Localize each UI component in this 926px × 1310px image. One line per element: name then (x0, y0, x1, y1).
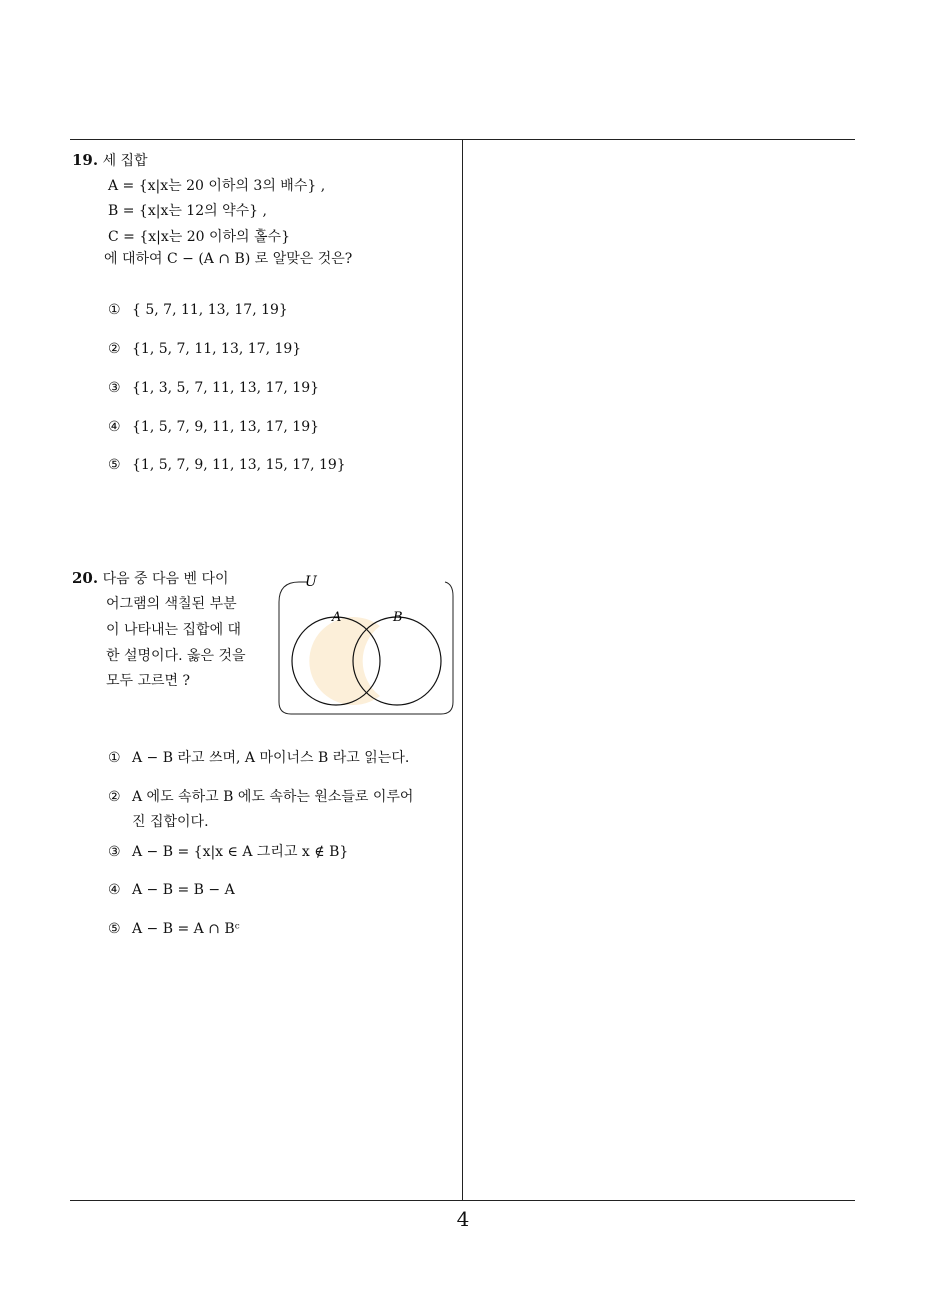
choice-mark: ⑤ (108, 457, 121, 473)
choice-mark: ④ (108, 882, 121, 898)
q19-question: 에 대하여 C − (A ∩ B) 로 알맞은 것은? (104, 251, 353, 267)
choice-text: {1, 5, 7, 9, 11, 13, 17, 19} (132, 419, 320, 435)
q19-set-c: C = {x|x는 20 이하의 홀수} (108, 229, 290, 245)
q20-header (72, 568, 229, 589)
venn-diagram (277, 570, 455, 716)
set-a-label: A (332, 610, 342, 625)
choice-text: {1, 5, 7, 9, 11, 13, 15, 17, 19} (132, 457, 346, 473)
set-b-label: B (393, 610, 403, 625)
choice-mark: ② (108, 341, 121, 357)
q19-choice-5[interactable] (108, 455, 346, 475)
q19-number: 19. (72, 151, 99, 169)
choice-text: {1, 3, 5, 7, 11, 13, 17, 19} (132, 380, 320, 396)
q20-choice-2-cont (108, 812, 209, 832)
q20-stem-line-3: 이 나타내는 집합에 대 (106, 622, 242, 638)
choice-mark: ① (108, 302, 121, 318)
choice-text: A − B = B − A (132, 882, 235, 898)
q19-header (72, 150, 148, 171)
q20-choice-1[interactable] (108, 748, 409, 768)
column-divider (462, 139, 463, 1200)
q19-choice-4[interactable] (108, 417, 319, 437)
page-number: 4 (456, 1207, 470, 1231)
choice-text: { 5, 7, 11, 13, 17, 19} (132, 302, 288, 318)
choice-text: 진 집합이다. (132, 814, 209, 830)
choice-text: {1, 5, 7, 11, 13, 17, 19} (132, 341, 302, 357)
choice-text: A − B = {x|x ∈ A 그리고 x ∉ B} (132, 844, 349, 860)
choice-mark: ③ (108, 380, 121, 396)
choice-mark: ⑤ (108, 921, 121, 937)
q20-choice-5[interactable] (108, 919, 240, 939)
q20-choice-4[interactable] (108, 880, 235, 900)
circle-b (353, 617, 441, 705)
q19-set-b: B = {x|x는 12의 약수} , (108, 203, 267, 219)
q19-choice-1[interactable] (108, 300, 288, 320)
q20-stem-line-4: 한 설명이다. 옳은 것을 (106, 648, 246, 664)
choice-text: A − B 라고 쓰며, A 마이너스 B 라고 읽는다. (132, 750, 410, 766)
q20-choice-2[interactable] (108, 787, 413, 807)
q20-stem-line-5: 모두 고르면 ? (106, 673, 191, 689)
choice-text: A − B = A ∩ Bᶜ (132, 921, 240, 937)
q19-intro: 세 집합 (102, 153, 148, 169)
q20-stem-line-1: 다음 중 다음 벤 다이 (102, 571, 229, 587)
q19-choice-3[interactable] (108, 378, 319, 398)
choice-text: A 에도 속하고 B 에도 속하는 원소들로 이루어 (132, 789, 414, 805)
choice-mark: ④ (108, 419, 121, 435)
q19-choice-2[interactable] (108, 339, 301, 359)
q20-choice-3[interactable] (108, 842, 348, 862)
bottom-rule (70, 1200, 855, 1201)
choice-mark: ① (108, 750, 121, 766)
q20-stem-line-2: 어그램의 색칠된 부분 (106, 596, 237, 612)
q20-number: 20. (72, 569, 99, 587)
choice-mark: ② (108, 789, 121, 805)
shaded-region-a-minus-b (309, 617, 380, 705)
universe-label: U (305, 574, 317, 590)
q19-set-a: A = {x|x는 20 이하의 3의 배수} , (108, 178, 326, 194)
choice-mark: ③ (108, 844, 121, 860)
